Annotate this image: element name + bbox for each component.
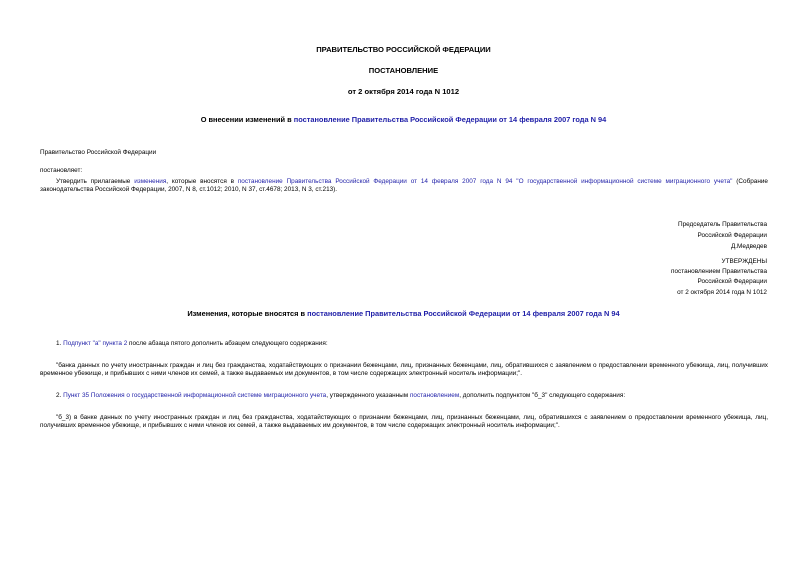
approve-mid: , которые вносятся в [166, 178, 238, 185]
item1-number: 1. [56, 340, 64, 347]
org-heading: ПРАВИТЕЛЬСТВО РОССИЙСКОЙ ФЕДЕРАЦИИ [316, 45, 491, 54]
approve-pre: Утвердить прилагаемые [56, 178, 135, 185]
document-title-prefix: О внесении изменений в [200, 115, 294, 124]
paragraph-35-link[interactable]: Пункт 35 Положения о государственной информационной системе миграционного учета [63, 392, 327, 399]
changes-link[interactable]: изменения [134, 178, 167, 185]
signature-block [678, 219, 767, 252]
date-number-heading: от 2 октября 2014 года N 1012 [347, 87, 460, 96]
signature-line-2: Российской Федерации [697, 232, 767, 239]
document-title [0, 116, 807, 124]
decree-link[interactable]: постановлением [409, 392, 460, 399]
approval-line-2: постановлением Правительства [671, 268, 767, 276]
change-quote-2: "б_3) в банке данных по учету иностранных граждан и лиц без гражданства, ходатайствующих о признании беженцами, лиц, признанных беженцами, лиц, обратившихся с заявлением о предоставлении временного убежища, лиц, получивших временное убежище, и прибывших с ними членов их семей, а также выдаваемых им документов, в том числе содержащих электронный носитель информации;". [40, 414, 768, 430]
signature-line-3: Д.Медведев [730, 243, 767, 250]
subparagraph-a-link[interactable]: Подпункт "а" пункта 2 [63, 340, 128, 347]
approval-line-4: от 2 октября 2014 года N 1012 [677, 288, 767, 296]
item2-mid: , утвержденного указанным [326, 392, 410, 399]
changes-title [0, 310, 807, 318]
intro-decides: постановляет: [40, 167, 83, 174]
item1-text: после абзаца пятого дополнить абзацем следующего содержания: [127, 340, 328, 347]
intro-author: Правительство Российской Федерации [40, 149, 157, 156]
doc-type-heading: ПОСТАНОВЛЕНИЕ [368, 66, 439, 75]
changes-title-decree-link[interactable]: постановление Правительства Российской Федерации от 14 февраля 2007 года N 94 [307, 309, 620, 318]
item2-number: 2. [56, 392, 64, 399]
item2-text: , дополнить подпунктом "б_3" следующего содержания: [459, 392, 626, 399]
approval-line-3: Российской Федерации [697, 278, 767, 286]
approve-post: (Собрание законодательства Российской Федерации, 2007, N 8, ст.1012; 2010, N 37, ст.4678; 2013, N 3, ст.213). [40, 178, 768, 194]
changes-title-prefix: Изменения, которые вносятся в [187, 309, 308, 318]
change-item-1 [40, 340, 768, 348]
change-item-2 [40, 392, 768, 400]
signature-line-1: Председатель Правительства [678, 221, 767, 228]
intro-approve-paragraph [40, 178, 768, 194]
approval-block [671, 257, 767, 298]
title-decree-link[interactable]: постановление Правительства Российской Федерации от 14 февраля 2007 года N 94 [293, 115, 607, 124]
change-quote-1: "банка данных по учету иностранных граждан и лиц без гражданства, ходатайствующих о признании беженцами, лиц, признанных беженцами, лиц, обратившихся с заявлением о предоставлении временного убежища, лиц, получивших временное убежище, и прибывших с ними членов их семей, а также выдаваемых им документов, в том числе содержащих электронный носитель информации;". [40, 362, 768, 378]
approval-line-1: УТВЕРЖДЕНЫ [721, 258, 767, 265]
decree-94-link[interactable]: постановление Правительства Российской Федерации от 14 февраля 2007 года N 94 "О государственной информационной системе миграционного учета" [237, 178, 733, 185]
